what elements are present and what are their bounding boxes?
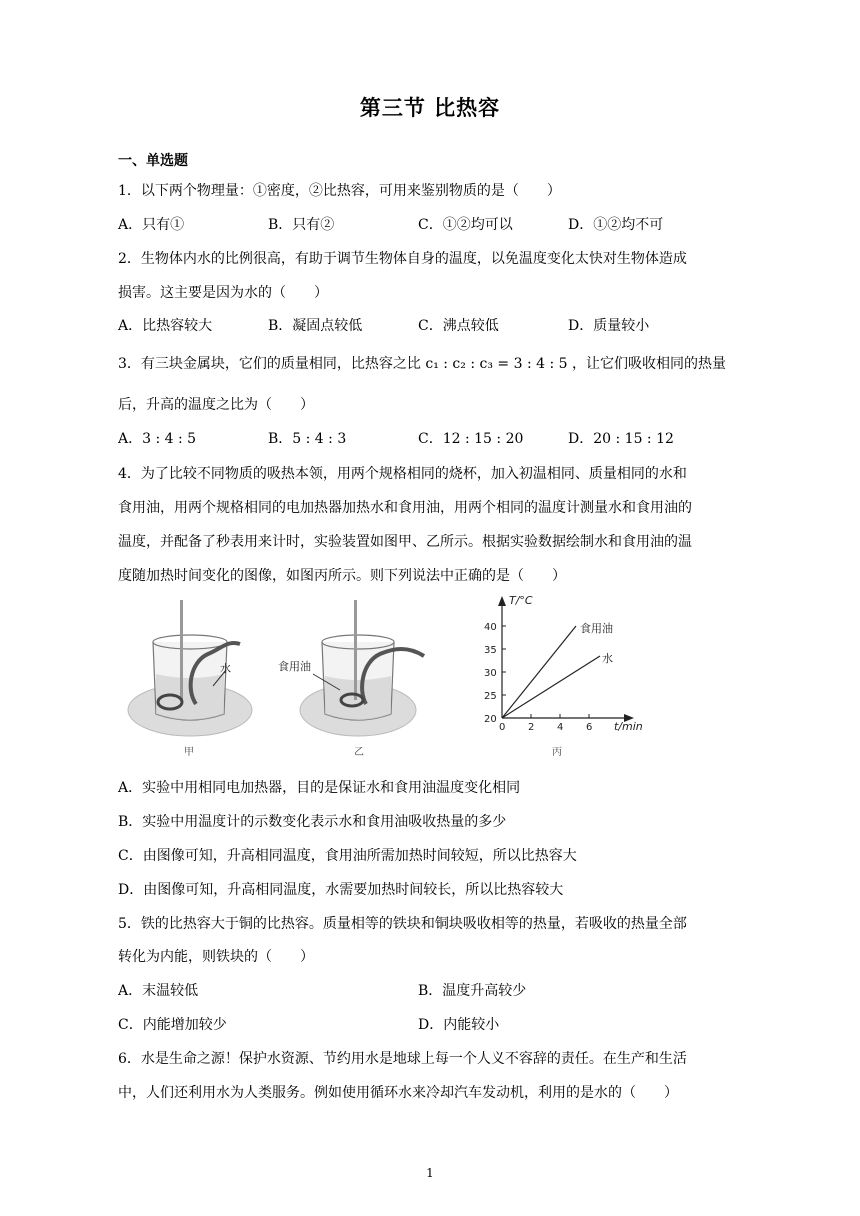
question-4-stem-line-2: 食用油，用两个规格相同的电加热器加热水和食用油，用两个相同的温度计测量水和食用油的 [118, 500, 692, 516]
question-1-stem: 1．以下两个物理量：①密度，②比热容，可用来鉴别物质的是（ ） [118, 183, 561, 199]
question-3-option-a: A．3 : 4 : 5 [118, 431, 197, 447]
question-4-option-b: B．实验中用温度计的示数变化表示水和食用油吸收热量的多少 [118, 814, 507, 830]
question-4-option-d: D．由图像可知，升高相同温度，水需要加热时间较长，所以比热容较大 [118, 882, 564, 898]
question-4-stem-line-1: 4．为了比较不同物质的吸热本领，用两个规格相同的烧杯，加入初温相同、质量相同的水和 [118, 466, 687, 482]
question-1-option-a: A．只有① [118, 217, 185, 233]
question-1-option-d: D．①②均不可 [568, 217, 664, 233]
question-4-stem-line-3: 温度，并配备了秒表用来计时，实验装置如图甲、乙所示。根据实验数据绘制水和食用油的温 [118, 534, 692, 550]
water-label-jia: 水 [220, 662, 231, 675]
figure-label-bing: 丙 [552, 747, 562, 758]
question-5-option-a: A．末温较低 [118, 983, 199, 999]
y-axis-arrow [498, 596, 506, 606]
x-axis-label: t/min [614, 720, 643, 733]
setup-yi-illustration [278, 600, 424, 758]
oil-line [502, 626, 576, 718]
question-4-figure [118, 592, 658, 762]
question-6-stem-line-1: 6．水是生命之源！保护水资源、节约用水是地球上每一个人义不容辞的责任。在生产和生活 [118, 1051, 687, 1067]
question-4-option-c: C．由图像可知，升高相同温度，食用油所需加热时间较短，所以比热容大 [118, 848, 577, 864]
page-number: 1 [426, 1166, 434, 1180]
water-line-label: 水 [602, 652, 613, 665]
experiment-figure-svg [118, 592, 658, 762]
page-title: 第三节 比热容 [359, 96, 501, 120]
y-tick-30: 30 [484, 668, 497, 679]
figure-label-yi: 乙 [354, 747, 364, 758]
question-2-option-a: A．比热容较大 [118, 318, 213, 334]
question-2-option-b: B．凝固点较低 [268, 318, 363, 334]
question-5-stem-line-1: 5．铁的比热容大于铜的比热容。质量相等的铁块和铜块吸收相等的热量，若吸收的热量全部 [118, 916, 687, 932]
question-1-option-b: B．只有② [268, 217, 335, 233]
y-tick-40: 40 [484, 622, 497, 633]
question-6-stem-line-2: 中，人们还利用水为人类服务。例如使用循环水来冷却汽车发动机，利用的是水的（ ） [118, 1085, 678, 1101]
x-tick-0: 0 [499, 722, 506, 733]
y-tick-35: 35 [484, 645, 497, 656]
x-tick-6: 6 [586, 722, 593, 733]
question-5-stem-line-2: 转化为内能，则铁块的（ ） [118, 949, 314, 965]
question-3-stem-line-2: 后，升高的温度之比为（ ） [118, 397, 314, 413]
y-tick-20: 20 [484, 714, 497, 725]
oil-line-label: 食用油 [580, 622, 613, 635]
question-2-option-c: C．沸点较低 [418, 318, 499, 334]
question-3-option-c: C．12 : 15 : 20 [418, 431, 524, 447]
x-tick-4: 4 [557, 722, 564, 733]
question-4-stem-line-4: 度随加热时间变化的图像，如图丙所示。则下列说法中正确的是（ ） [118, 568, 566, 584]
section-heading: 一、单选题 [118, 153, 188, 169]
question-5-option-c: C．内能增加较少 [118, 1017, 227, 1033]
temperature-time-graph [484, 594, 643, 758]
question-2-stem-line-1: 2．生物体内水的比例很高，有助于调节生物体自身的温度，以免温度变化太快对生物体造成 [118, 251, 687, 267]
question-1-option-c: C．①②均可以 [418, 217, 513, 233]
question-3-stem-line-1: 3．有三块金属块，它们的质量相同，比热容之比 c₁ : c₂ : c₃ = 3 : 4 : 5 ，让它们吸收相同的热量 [118, 356, 726, 372]
setup-jia-illustration [128, 600, 252, 758]
oil-label-yi: 食用油 [278, 660, 311, 673]
water-line [502, 656, 600, 718]
question-5-option-d: D．内能较小 [418, 1017, 500, 1033]
figure-label-jia: 甲 [184, 747, 194, 758]
question-4-option-a: A．实验中用相同电加热器，目的是保证水和食用油温度变化相同 [118, 780, 521, 796]
question-3-option-b: B．5 : 4 : 3 [268, 431, 347, 447]
question-2-option-d: D．质量较小 [568, 318, 650, 334]
question-5-option-b: B．温度升高较少 [418, 983, 527, 999]
question-2-stem-line-2: 损害。这主要是因为水的（ ） [118, 285, 328, 301]
y-axis-label: T/°C [509, 594, 533, 607]
question-3-option-d: D．20 : 15 : 12 [568, 431, 674, 447]
x-tick-2: 2 [528, 722, 535, 733]
y-tick-25: 25 [484, 691, 497, 702]
